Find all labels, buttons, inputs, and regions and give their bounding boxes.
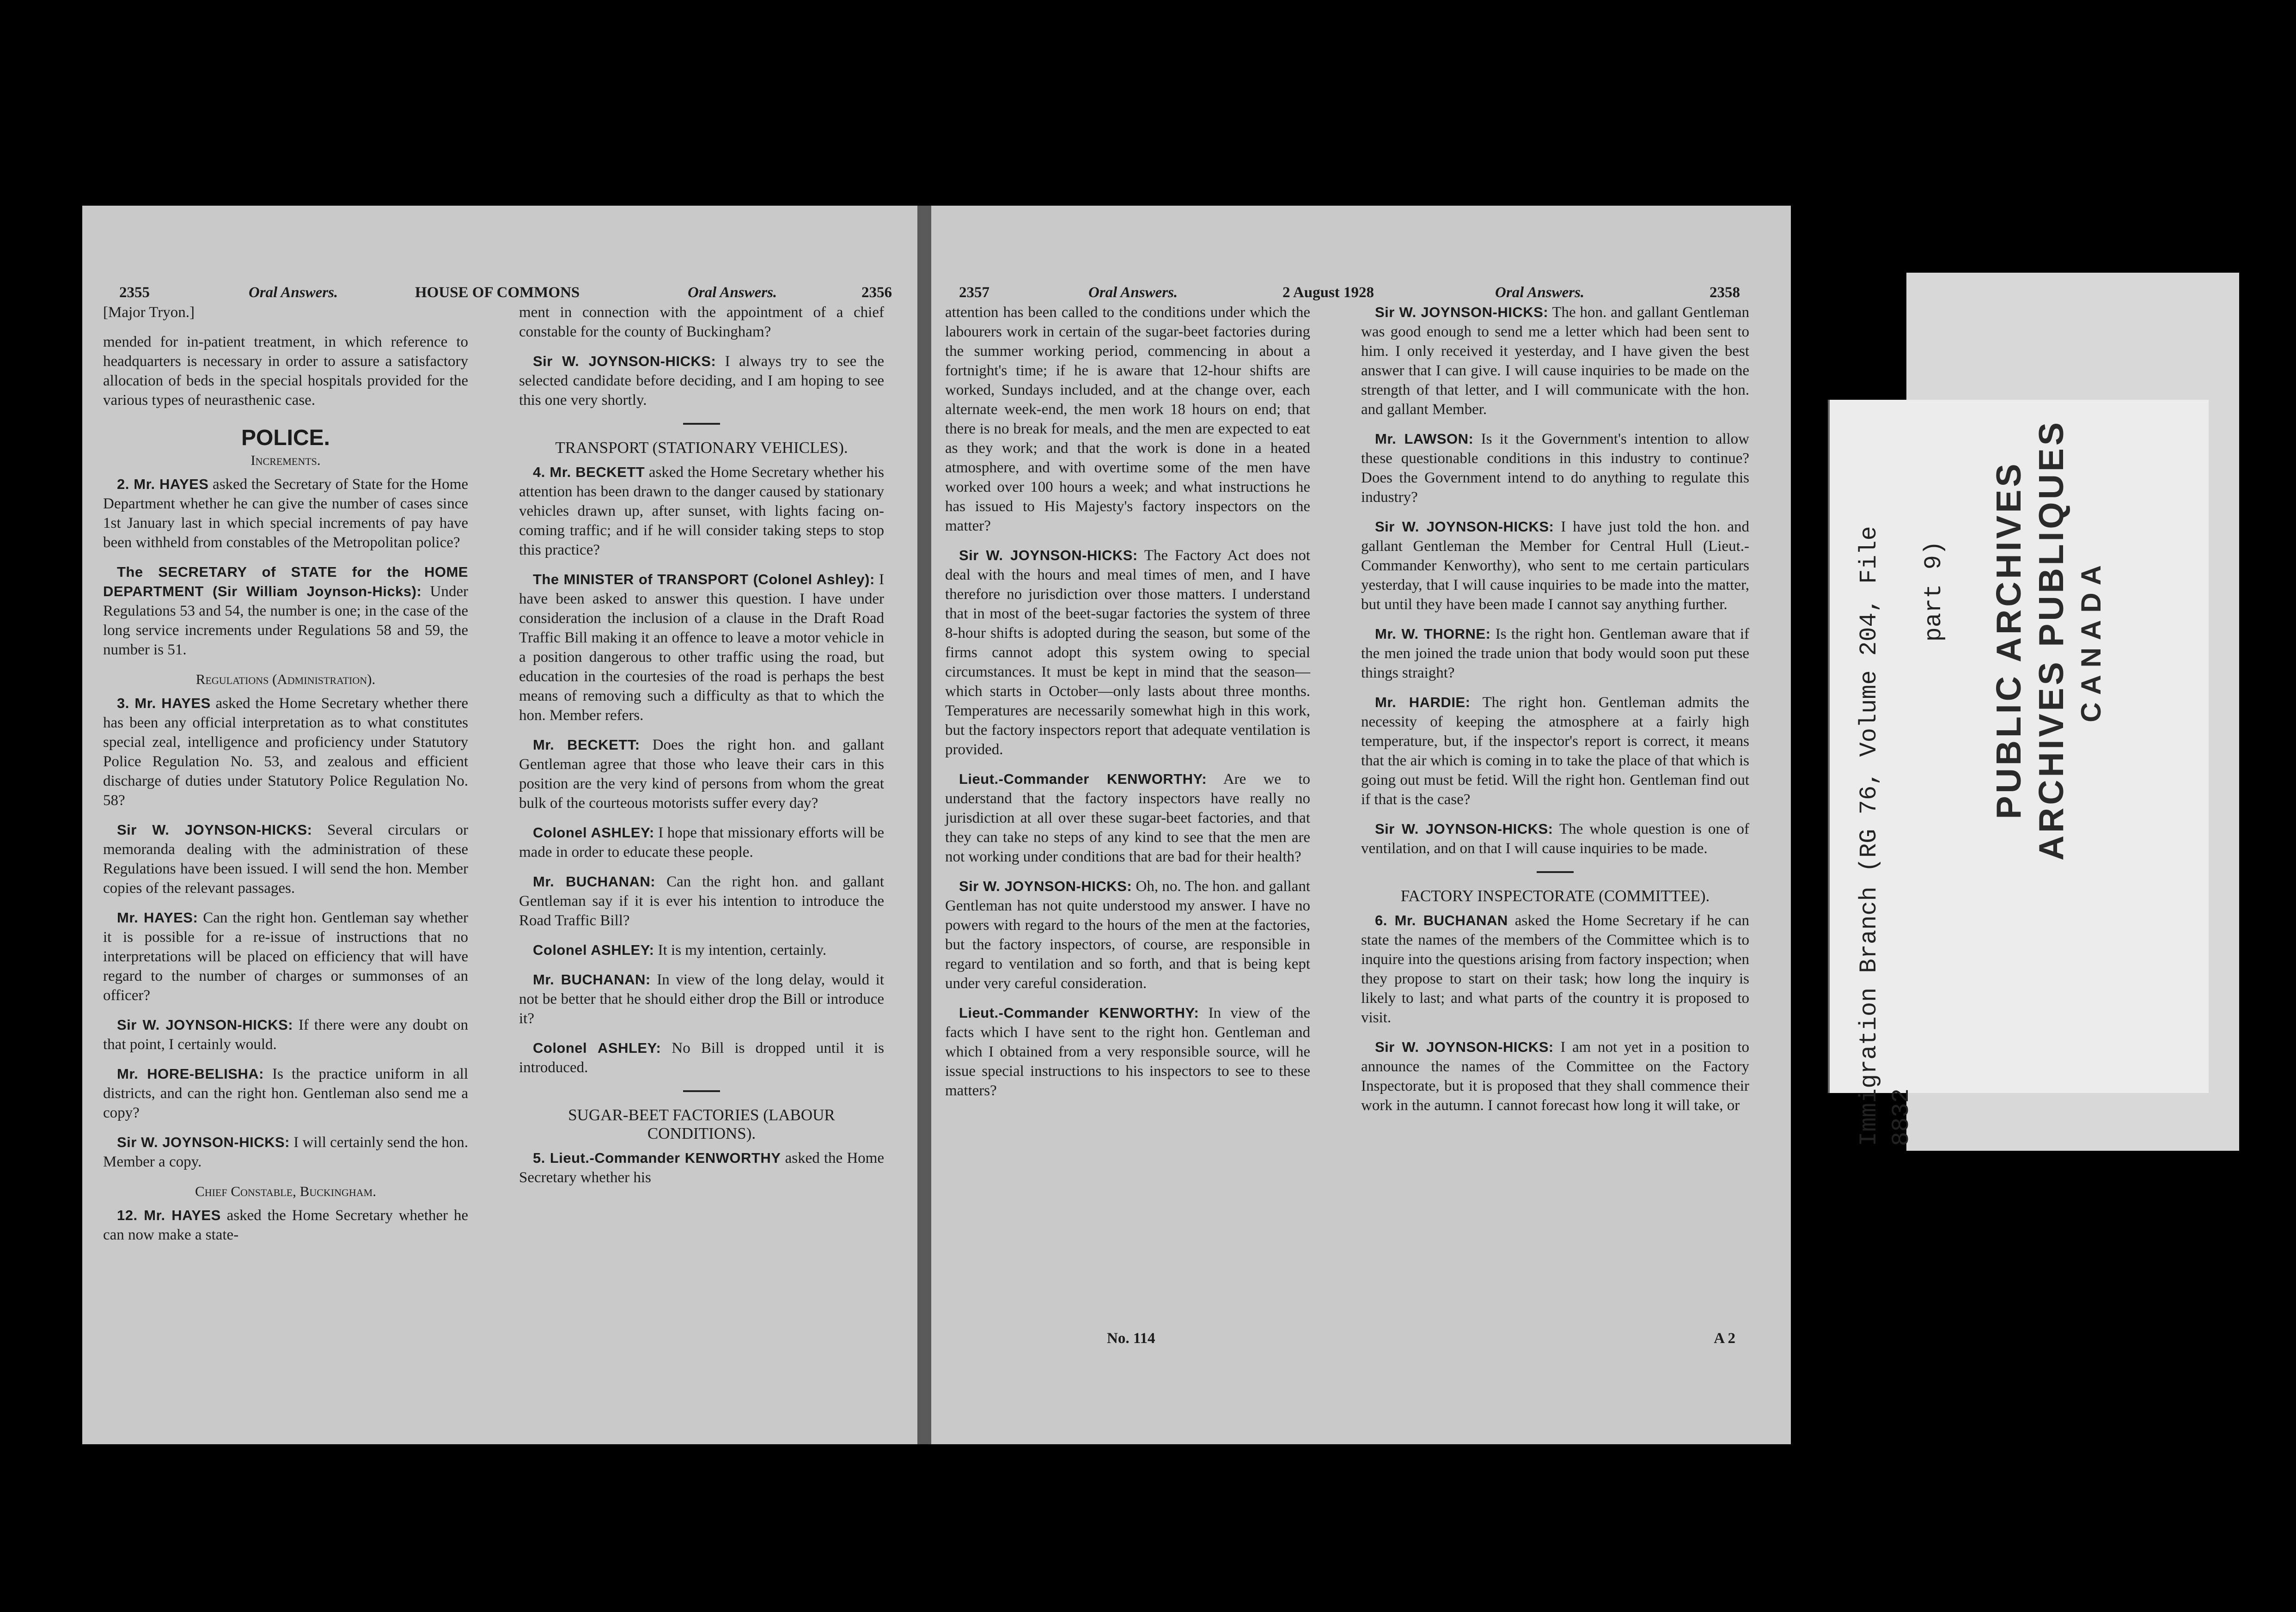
speaker: Mr. W. THORNE: [1375,626,1491,642]
speaker: Mr. BUCHANAN: [533,971,651,988]
stamp-line-english: PUBLIC ARCHIVES [1989,461,2028,819]
section-heading: SUGAR-BEET FACTORIES (LABOUR CONDITIONS). [568,1106,835,1142]
speaker: 6. Mr. BUCHANAN [1375,912,1508,928]
subheading: Chief Constable, Buckingham. [195,1183,376,1199]
statement: Mr. LAWSON: Is it the Government's intention to allow these questionable conditions in this industry to continue? Does the Government intend to do anything to regulate this industry? [1361,431,1750,506]
statement: Colonel ASHLEY: It is my intention, certainly. [533,942,827,959]
statement: Mr. BUCHANAN: Can the right hon. and gallant Gentleman say if it is ever his intention to introduce the Road Traffic Bill? [519,873,885,929]
speaker-ref: [Major Tryon.] [103,304,195,321]
statement: Sir W. JOYNSON-HICKS: Oh, no. The hon. and gallant Gentleman has not quite understood my answer. I have no powers with regard to the hours of the men at the factories, but the factory inspectors, of course, are responsible in regard to ventilation and so forth, and that is being kept under very careful consideration. [945,878,1310,992]
answer: The MINISTER of TRANSPORT (Colonel Ashley): I have been asked to answer this question. I have under consideration the inclusion of a clause in the Draft Road Traffic Bill making it an offence to leave a motor vehicle in a position dangerous to other traffic using the road, but education in the courtesies of the road is perhaps the best means of removing such a difficulty as that to which the hon. Member refers. [519,571,885,724]
question: 2. Mr. HAYES asked the Secretary of State for the Home Department whether he can give the number of cases since 1st January last in which special increments of pay have been withheld from constables of the Metropolitan police? [103,476,468,551]
page-number: 2358 [1710,284,1740,301]
text-column [103,303,468,1255]
handwritten-file-reference [1853,499,1946,1146]
statement: Mr. W. THORNE: Is the right hon. Gentleman aware that if the men joined the trade union that body would soon put these things straight? [1361,626,1750,681]
speaker: 3. Mr. HAYES [117,695,211,711]
section-label: Oral Answers. [249,284,338,301]
speaker: Sir W. JOYNSON-HICKS: [1375,1039,1554,1055]
statement: Mr. BUCHANAN: In view of the long delay, would it not be better that he should either drop the Bill or introduce it? [519,971,885,1027]
statement: Mr. HARDIE: The right hon. Gentleman admits the necessity of keeping the atmosphere at a fairly high temperature, but, if the inspector's report is correct, it means that the air which is coming in to take the place of that which is going out must be fetid. Will the right hon. Gentleman find out if that is the case? [1361,694,1750,808]
signature-mark: A 2 [1714,1330,1735,1347]
question: 6. Mr. BUCHANAN asked the Home Secretary if he can state the names of the members of the Committee which is to inquire into the questions arising from factory inspection; when they propose to start on their task; how long the inquiry is likely to last; and what parts of the country it is proposed to visit. [1361,912,1749,1026]
statement: Sir W. JOYNSON-HICKS: If there were any doubt on that point, I certainly would. [103,1017,468,1053]
statement: Colonel ASHLEY: I hope that missionary efforts will be made in order to educate these people. [519,824,885,861]
speaker: Mr. HAYES: [117,910,198,926]
speaker: Sir W. JOYNSON-HICKS: [117,1017,293,1033]
statement: Mr. BECKETT: Does the right hon. and gallant Gentleman agree that those who leave their cars in this position are the very kind of persons from whom the great bulk of the courteous motorists suffer every day? [519,737,884,812]
speaker: Mr. HORE-BELISHA: [117,1066,264,1082]
speaker: Sir W. JOYNSON-HICKS: [117,822,312,838]
paragraph: mended for in-patient treatment, in which reference to headquarters is necessary in order to assure a satisfactory allocation of beds in the special hospitals provided for the various types of neurasthenic case. [103,334,468,409]
speaker: Colonel ASHLEY: [533,1040,661,1056]
speaker: Sir W. JOYNSON-HICKS: [117,1134,290,1150]
speaker: The SECRETARY of STATE for the HOME DEPARTMENT (Sir William Joynson-Hicks): [103,564,468,599]
running-date: 2 August 1928 [1282,284,1374,301]
running-title: HOUSE OF COMMONS [415,284,580,301]
question: 5. Lieut.-Commander KENWORTHY asked the Home Secretary whether his [519,1150,884,1186]
speaker: Sir W. JOYNSON-HICKS: [959,878,1132,894]
right-page [913,206,1791,1444]
speaker: Lieut.-Commander KENWORTHY: [959,771,1207,787]
paragraph: ment in connection with the appointment of a chief constable for the county of Buckingham? [519,304,884,340]
section-heading: TRANSPORT (STATIONARY VEHICLES). [555,439,848,457]
speaker: Lieut.-Commander KENWORTHY: [959,1005,1199,1021]
page-number: 2357 [959,284,989,301]
speaker: Mr. BUCHANAN: [533,873,656,890]
section-label: Oral Answers. [1495,284,1585,301]
section-heading: FACTORY INSPECTORATE (COMMITTEE). [1400,887,1710,905]
file-reference-line: Immigration Branch (RG 76, Volume 204, File 8832 [1856,526,1915,1146]
answer: The SECRETARY of STATE for the HOME DEPARTMENT (Sir William Joynson-Hicks): Under Regulations 53 and 54, the number is one; in the case of the long service increments under Regulations 58 and 59, the number is 51. [103,564,469,658]
answer: Sir W. JOYNSON-HICKS: Several circulars or memoranda dealing with the administration of these Regulations have been issued. I will send the hon. Member copies of the relevant passages. [103,822,469,897]
page-number: 2355 [119,284,150,301]
section-label: Oral Answers. [688,284,777,301]
divider [1537,871,1574,873]
text-column [1361,303,1749,1125]
divider [683,423,720,425]
statement: Lieut.-Commander KENWORTHY: In view of the facts which I have sent to the right hon. Gentleman and which I obtained from a very responsible source, will he issue special instructions to his inspectors to see to these matters? [945,1005,1311,1099]
answer: Sir W. JOYNSON-HICKS: I always try to see the selected candidate before deciding, and I am hoping to see this one very shortly. [519,353,885,409]
speaker: 12. Mr. HAYES [117,1207,221,1223]
speaker: Sir W. JOYNSON-HICKS: [533,353,716,369]
stamp-line-french: ARCHIVES PUBLIQUES [2032,420,2070,861]
paragraph: attention has been called to the conditions under which the labourers work in certain of the sugar-beet factories during the summer working period, commencing in about a fortnight's time; if he is aware that 12-hour shifts are worked, Sundays included, and at the change over, each alternate week-end, the men work 18 hours on end; that there is no break for meals, and the men are expected to eat as they work; and that the work is done in a heated atmosphere, and with overtime some of the men have worked over 100 hours a week; and what instructions he has issued to His Majesty's factory inspectors on the matter? [945,304,1310,534]
question: 12. Mr. HAYES asked the Home Secretary whether he can now make a state- [103,1207,469,1243]
statement: Colonel ASHLEY: No Bill is dropped until it is introduced. [519,1040,884,1076]
speaker: 4. Mr. BECKETT [533,464,645,480]
page-gutter [917,206,931,1444]
speaker: Mr. LAWSON: [1375,431,1474,447]
speaker: Colonel ASHLEY: [533,824,654,841]
statement: Sir W. JOYNSON-HICKS: I have just told the hon. and gallant Gentleman the Member for Central Hull (Lieut.-Commander Kenworthy), who sent to me certain particulars yesterday, that I will cause inquiries to be made into the matter, but until they have been made I cannot say anything further. [1361,519,1750,613]
speaker: Mr. HARDIE: [1375,694,1471,710]
statement: Sir W. JOYNSON-HICKS: The whole question is one of ventilation, and on that I will cause inquiries to be made. [1361,821,1749,857]
speaker: Colonel ASHLEY: [533,942,654,958]
speaker: The MINISTER of TRANSPORT (Colonel Ashley): [533,571,875,587]
statement: Lieut.-Commander KENWORTHY: Are we to understand that the factory inspectors have really no jurisdiction at all over these sugar-beet factories, and that they can take no steps of any kind to see that the men are not working under conditions that are bad for their health? [945,771,1310,865]
section-heading: POLICE. [241,426,330,450]
statement: Mr. HORE-BELISHA: Is the practice uniform in all districts, and can the right hon. Gentleman also send me a copy? [103,1066,469,1121]
stamp-line-country: CANADA [2076,558,2107,722]
speaker: 2. Mr. HAYES [117,476,209,492]
left-page [82,206,929,1444]
answer: Sir W. JOYNSON-HICKS: The Factory Act does not deal with the hours and meal times of men, and I have therefore no jurisdiction over those matters. I understand that in most of the beet-sugar factories the system of three 8-hour shifts is adopted during the season, but some of the firms cannot adopt this system owing to special circumstances. It must be kept in mind that the season—which starts in October—only lasts about three months. Temperatures are necessarily somewhat high in this work, but the factory inspectors report that adequate ventilation is provided. [945,547,1311,758]
speaker: Mr. BECKETT: [533,737,640,753]
divider [683,1090,720,1092]
file-reference-part: part 9) [1920,541,1948,642]
speaker: Sir W. JOYNSON-HICKS: [1375,821,1553,837]
section-label: Oral Answers. [1088,284,1178,301]
speaker: Sir W. JOYNSON-HICKS: [959,547,1138,563]
text-column [945,303,1310,1111]
statement: Sir W. JOYNSON-HICKS: I will certainly send the hon. Member a copy. [103,1134,468,1170]
speaker: 5. Lieut.-Commander KENWORTHY [533,1150,781,1166]
issue-number: No. 114 [1107,1330,1155,1347]
speaker: Sir W. JOYNSON-HICKS: [1375,519,1554,535]
answer: Sir W. JOYNSON-HICKS: I am not yet in a position to announce the names of the Committee on the Factory Inspectorate, but it is proposed that they shall commence their work in the autumn. I cannot forecast how long it will take, or [1361,1039,1750,1114]
statement: Sir W. JOYNSON-HICKS: The hon. and gallant Gentleman was good enough to send me a letter which had been sent to him. I only received it yesterday, and I have given the best answer that I can give. I will cause inquiries to be made on the strength of that letter, and I will communicate with the hon. and gallant Member. [1361,304,1750,418]
question: 3. Mr. HAYES asked the Home Secretary whether there has been any official interpretation as to what constitutes special zeal, intelligence and proficiency under Statutory Police Regulation No. 53, and zealous and efficient discharge of duties under Statutory Police Regulation No. 58? [103,695,468,809]
question: 4. Mr. BECKETT asked the Home Secretary whether his attention has been drawn to the danger caused by stationary vehicles drawn up, after sunset, with lights facing on-coming traffic; and if he will consider taking steps to stop this practice? [519,464,884,558]
archive-stamp [1987,374,2296,906]
speaker: Sir W. JOYNSON-HICKS: [1375,304,1549,320]
text-column [519,303,884,1197]
statement: Mr. HAYES: Can the right hon. Gentleman say whether it is possible for a re-issue of instructions that no interpretations will be placed on efficiency that will have regard to the number of charges or summonses of an officer? [103,910,469,1004]
subheading: Regulations (Administration). [195,671,376,687]
subheading: Increments. [250,452,321,468]
page-number: 2356 [861,284,892,301]
